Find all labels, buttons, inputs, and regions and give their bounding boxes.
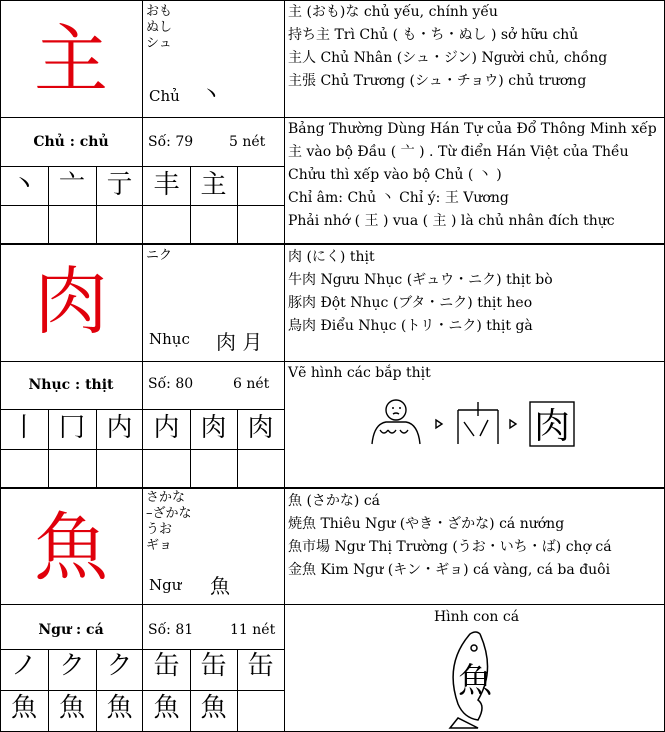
stroke-order-cell: 魚: [153, 693, 180, 723]
example-line: 肉 (にく) thịt: [288, 249, 375, 265]
example-line: 主張 Chủ Trương (シュ・チョウ) chủ trương: [288, 73, 587, 89]
kanji-main: 魚: [34, 505, 108, 591]
reading-line: シュ: [146, 36, 172, 51]
stroke-count: 6 nét: [233, 376, 270, 392]
stroke-order-cell: ク: [106, 651, 133, 681]
reading-line: –ざかな: [146, 506, 192, 521]
stroke-order-cell: 亠: [58, 170, 85, 200]
kanji-number: Số: 79: [148, 134, 194, 150]
stroke-order-cell: 缶: [153, 651, 180, 681]
notes: [288, 118, 657, 233]
stroke-order-cell: 肉: [200, 413, 227, 443]
reading-line: ギョ: [146, 538, 173, 553]
stroke-order-cell: 冂: [58, 413, 85, 443]
reading-line: ぬし: [146, 20, 173, 35]
kanji-number: Số: 81: [148, 622, 194, 638]
stroke-order-cell: 魚: [106, 693, 133, 723]
entry-block-ngu: [0, 488, 665, 732]
example-line: 鳥肉 Điểu Nhục (トリ・ニク) thịt gà: [288, 318, 533, 334]
stroke-order-cell: 缶: [200, 651, 227, 681]
note-line: Chửu thì xếp vào bộ Chủ ( 丶 ): [288, 167, 502, 183]
example-line: 魚 (さかな) cá: [288, 493, 381, 509]
examples: [288, 246, 553, 338]
example-line: 牛肉 Ngưu Nhục (ギュウ・ニク) thịt bò: [288, 272, 553, 288]
kanji-readings: [146, 490, 276, 554]
stroke-order-cell: 亍: [106, 170, 133, 200]
examples: [288, 1, 607, 93]
stroke-order-cell: 魚: [200, 693, 227, 723]
stroke-order-cell: ノ: [10, 651, 37, 681]
han-viet-reading: Nhục: [149, 330, 190, 348]
stroke-order-cell: 丰: [153, 170, 180, 200]
han-viet-reading: Ngư: [149, 576, 182, 594]
radical: 丶: [200, 83, 223, 108]
reading-line: ニク: [146, 248, 173, 263]
reading-line: さかな: [146, 490, 186, 505]
fish-kanji-glyph: 魚: [458, 661, 492, 701]
reading-line: うお: [146, 522, 173, 537]
stroke-order-cell: 缶: [247, 651, 274, 681]
kanji-main: 肉: [34, 259, 108, 345]
meat-kanji-glyph: 肉: [533, 406, 571, 447]
kanji-readings: [146, 4, 276, 52]
radical: 肉 月: [216, 330, 263, 354]
note-line: Chỉ âm: Chủ 丶 Chỉ ý: 王 Vương: [288, 190, 509, 206]
muscle-illustration: [350, 394, 590, 454]
kanji-title: Ngư : cá: [38, 622, 104, 638]
kanji-title: Chủ : chủ: [33, 134, 109, 150]
note-line: 主 vào bộ Đầu ( 亠 ) . Từ điển Hán Việt của Thều: [288, 144, 629, 160]
note-line: Phải nhớ ( 王 ) vua ( 主 ) là chủ nhân đích thực: [288, 213, 615, 229]
reading-line: おも: [146, 4, 173, 19]
fish-illustration: [430, 630, 520, 730]
kanji-number: Số: 80: [148, 376, 194, 392]
illustration-caption: Vẽ hình các bắp thịt: [288, 365, 431, 381]
example-line: 主 (おも)な chủ yếu, chính yếu: [288, 4, 498, 20]
example-line: 焼魚 Thiêu Ngư (やき・ざかな) cá nướng: [288, 516, 565, 532]
kanji-title: Nhục : thịt: [28, 377, 114, 393]
note-line: Bảng Thường Dùng Hán Tự của Đổ Thông Minh xếp: [288, 121, 657, 137]
entry-block-chu: [0, 0, 665, 243]
stroke-count: 5 nét: [229, 134, 266, 150]
stroke-order-cell: 内: [106, 413, 133, 443]
stroke-order-cell: 丶: [10, 170, 37, 200]
han-viet-reading: Chủ: [149, 87, 180, 105]
radical: 魚: [210, 574, 230, 598]
stroke-order-cell: 魚: [58, 693, 85, 723]
kanji-readings: [146, 248, 276, 264]
examples: [288, 490, 612, 582]
example-line: 主人 Chủ Nhân (シュ・ジン) Người chủ, chồng: [288, 50, 608, 66]
stroke-order-cell: 魚: [10, 693, 37, 723]
example-line: 魚市場 Ngư Thị Trường (うお・いち・ば) chợ cá: [288, 539, 612, 555]
stroke-count: 11 nét: [230, 622, 276, 638]
example-line: 豚肉 Đột Nhục (ブタ・ニク) thịt heo: [288, 295, 533, 311]
entry-block-nhuc: [0, 244, 665, 487]
stroke-order-cell: ク: [58, 651, 85, 681]
stroke-order-cell: 肉: [247, 413, 274, 443]
kanji-main: 主: [34, 17, 108, 103]
stroke-order-cell: 内: [153, 413, 180, 443]
stroke-order-cell: 丨: [10, 413, 37, 443]
stroke-order-cell: 主: [200, 170, 227, 200]
example-line: 持ち主 Trì Chủ ( も・ち・ぬし ) sở hữu chủ: [288, 27, 579, 43]
example-line: 金魚 Kim Ngư (キン・ギョ) cá vàng, cá ba đuôi: [288, 562, 611, 578]
illustration-caption: Hình con cá: [433, 609, 520, 625]
